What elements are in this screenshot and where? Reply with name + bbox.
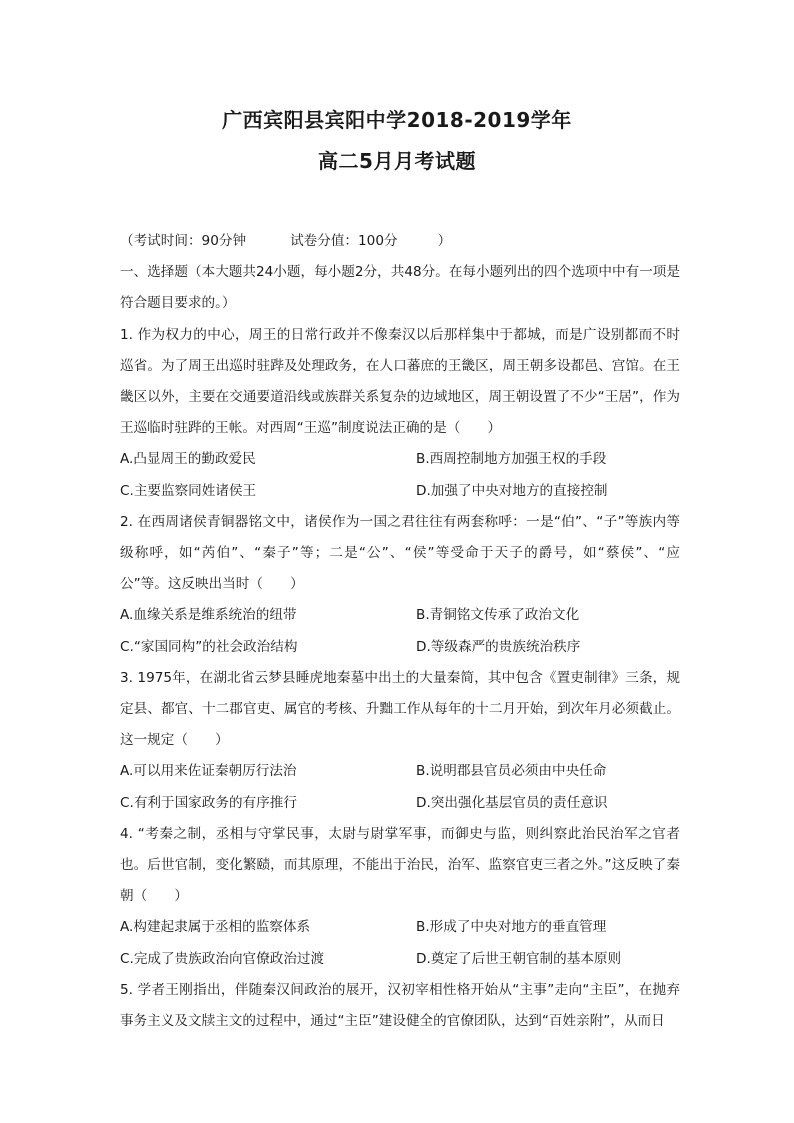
- exam-score: 试卷分值：100分: [290, 233, 398, 249]
- option-a: A.可以用来佐证秦朝厉行法治: [120, 763, 297, 780]
- question-options: [120, 444, 680, 506]
- option-a: A.凸显周王的勤政爱民: [120, 451, 256, 468]
- question-stem: 1. 作为权力的中心，周王的日常行政并不像秦汉以后那样集中于都城，而是广设别都而不时巡省。为了周王出巡时驻跸及处理政务，在人口蕃庶的王畿区，周王朝多设都邑、宫馆。在王畿区以外，主要在交通要道沿线或族群关系复杂的边域地区，周王朝设置了不少“王居”，作为王巡临时驻跸的王帐。对西周“王巡”制度说法正确的是（ ）: [120, 326, 680, 437]
- section-heading: 一、选择题（本大题共24小题，每小题2分，共48分。在每小题列出的四个选项中中有一项是符合题目要求的。）: [120, 264, 680, 312]
- question-options: [120, 912, 680, 974]
- option-c: C.有利于国家政务的有序推行: [120, 794, 297, 811]
- exam-meta: [120, 226, 680, 257]
- question-options: [120, 600, 680, 662]
- question-stem: 2. 在西周诸侯青铜器铭文中，诸侯作为一国之君往往有两套称呼：一是“伯”、“子”等族内等级称呼，如“芮伯”、“秦子”等；二是“公”、“侯”等受命于天子的爵号，如“蔡侯”、“应公”等。这反映出当时（ ）: [120, 513, 680, 593]
- option-b: B.说明郡县官员必须由中央任命: [416, 763, 607, 780]
- exam-content: [120, 226, 680, 1037]
- option-d: D.等级森严的贵族统治秩序: [416, 638, 581, 655]
- option-b: B.形成了中央对地方的垂直管理: [416, 919, 607, 936]
- option-d: D.加强了中央对地方的直接控制: [416, 482, 608, 499]
- question-stem: 4. “考秦之制，丞相与守掌民事，太尉与尉掌军事，而御史与监，则纠察此治民治军之官者也。后世官制，变化繁赜，而其原理，不能出于治民，治军、监察官吏三者之外。”这反映了秦朝（ ）: [120, 825, 680, 905]
- exam-meta-close: ）: [437, 233, 452, 249]
- option-c: C.完成了贵族政治向官僚政治过渡: [120, 950, 325, 967]
- option-c: C.“家国同构”的社会政治结构: [120, 638, 298, 655]
- option-d: D.奠定了后世王朝官制的基本原则: [416, 950, 622, 967]
- document-title: 广西宾阳县宾阳中学2018-2019学年: [222, 108, 572, 132]
- question-stem: 3. 1975年，在湖北省云梦县睡虎地秦墓中出土的大量秦简，其中包含《置吏制律》三条，规定县、都官、十二郡官吏、属官的考核、升黜工作从每年的十二月开始，到次年月必须截止。这一规定（ ）: [120, 669, 680, 749]
- option-c: C.主要监察同姓诸侯王: [120, 482, 257, 499]
- question-options: [120, 756, 680, 818]
- option-b: B.西周控制地方加强王权的手段: [416, 451, 607, 468]
- option-a: A.构建起隶属于丞相的监察体系: [120, 919, 311, 936]
- document-subtitle: 高二5月月考试题: [318, 149, 476, 173]
- question-stem: 5. 学者王刚指出，伴随秦汉间政治的展开，汉初宰相性格开始从“主事”走向“主臣”，在抛弃事务主义及文牍主文的过程中，通过“主臣”建设健全的官僚团队，达到“百姓亲附”，从而日: [120, 981, 680, 1030]
- option-d: D.突出强化基层官员的责任意识: [416, 794, 608, 811]
- option-a: A.血缘关系是维系统治的纽带: [120, 607, 297, 624]
- exam-time: （考试时间：90分钟: [120, 233, 247, 249]
- option-b: B.青铜铭文传承了政治文化: [416, 607, 580, 624]
